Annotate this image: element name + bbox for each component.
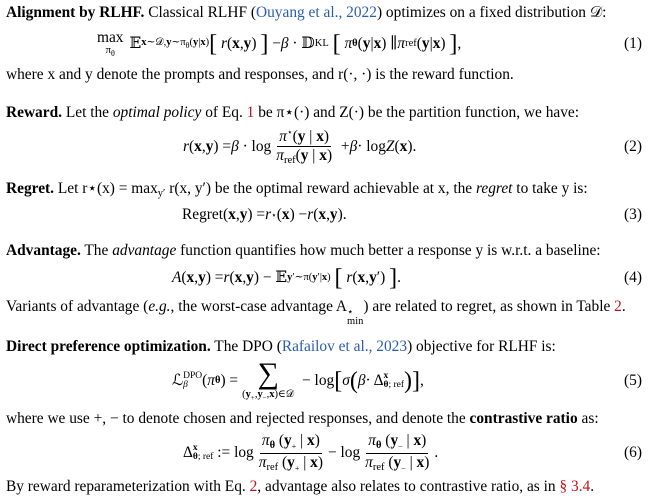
- reparameterization-paragraph: By reward reparameterization with Eq. 2, advantage also relates to contrastive ratio, as in § 3.4.: [6, 478, 595, 495]
- variants-paragraph: Variants of advantage (e.g., the worst-case advantage A ⋆ min ) are related to regret, as shown in Table 2.: [6, 298, 626, 328]
- citation-rafailov[interactable]: Rafailov et al., 2023: [281, 338, 408, 355]
- reward-paragraph: Reward. Let the optimal policy of Eq. 1 be π⋆(·) and Z(·) be the partition function, we have:: [6, 104, 580, 121]
- alignment-paragraph: Alignment by RLHF. Classical RLHF (Ouyang et al., 2022) optimizes on a fixed distribution 𝒟:: [6, 4, 607, 21]
- ref-eq-2[interactable]: 2: [249, 478, 258, 495]
- ref-eq-1[interactable]: 1: [246, 104, 255, 121]
- equation-6-number: (6): [624, 443, 642, 461]
- dpo-heading: Direct preference optimization.: [6, 338, 211, 355]
- equation-1-number: (1): [624, 34, 642, 52]
- equation-5-body: ℒ DPO β ( π θ ) = ∑ $(y_+,y_-,x)\in 𝒟$ − log [ σ ( β · Δ x θ; ref ) ] ,: [172, 357, 424, 403]
- equation-2-number: (2): [624, 137, 642, 155]
- notation-paragraph: where x and y denote the prompts and responses, and r(·, ·) is the reward function.: [6, 66, 514, 83]
- equation-5-number: (5): [624, 371, 642, 389]
- citation-ouyang[interactable]: Ouyang et al., 2022: [255, 4, 377, 21]
- alignment-heading: Alignment by RLHF.: [6, 4, 145, 21]
- regret-paragraph: Regret. Let r⋆(x) = $\max_{y'} r(x$, y′) be the optimal reward achievable at x, the regret to take y is:: [6, 180, 588, 199]
- equation-4: [0, 260, 650, 296]
- equation-4-body: A ( x , y ) = r ( x , y ) − 𝔼 y′∼π(y′|x) [ r ( x , y ′) ] .: [172, 265, 401, 291]
- reward-heading: Reward.: [6, 104, 62, 121]
- advantage-heading: Advantage.: [6, 242, 81, 259]
- equation-4-number: (4): [624, 268, 642, 286]
- advantage-paragraph: Advantage. The advantage function quantifies how much better a response y is w.r.t. a baseline:: [6, 242, 601, 259]
- equation-1: [0, 24, 650, 64]
- equation-6: [0, 430, 650, 476]
- ref-table-2[interactable]: 2: [614, 298, 622, 315]
- equation-3-number: (3): [624, 205, 642, 223]
- equation-3-body: Regret( x , y ) = r ⋆ ( x ) − r ( x , y ).: [182, 205, 347, 223]
- contrastive-paragraph: where we use +, − to denote chosen and rejected responses, and denote the contrastive ratio as:: [6, 410, 599, 427]
- equation-2: [0, 125, 650, 169]
- dpo-paragraph: Direct preference optimization. The DPO (Rafailov et al., 2023) objective for RLHF is:: [6, 338, 556, 355]
- equation-5: [0, 356, 650, 406]
- ref-section-3-4[interactable]: § 3.4: [559, 478, 591, 495]
- equation-3: [0, 200, 650, 230]
- equation-2-body: r ( x , y ) = β · log $\frac{\pi^⋆(y | x)}{\pi_{ref}(y | x)}$ + β · log Z ( x ).: [183, 127, 417, 166]
- equation-1-body: max $\pi_\theta$ 𝔼 $x\sim 𝒟,y\sim\pi_\theta(y|x)$ [ r ( x , y ) ] − β · 𝔻 KL [ π θ ( y | x ) ∥ π ref ( y | x ) ] ,: [97, 29, 462, 58]
- equation-6-body: Δ x θ; ref := log $\frac{\pi_\theta (y_+ | x)}{\pi_{ref} (y_+ | x)}$ − log $\frac{\pi_\theta (y_- | x)}{\pi_{ref} (y_- | x)}$ .: [183, 432, 439, 473]
- regret-heading: Regret.: [6, 180, 54, 197]
